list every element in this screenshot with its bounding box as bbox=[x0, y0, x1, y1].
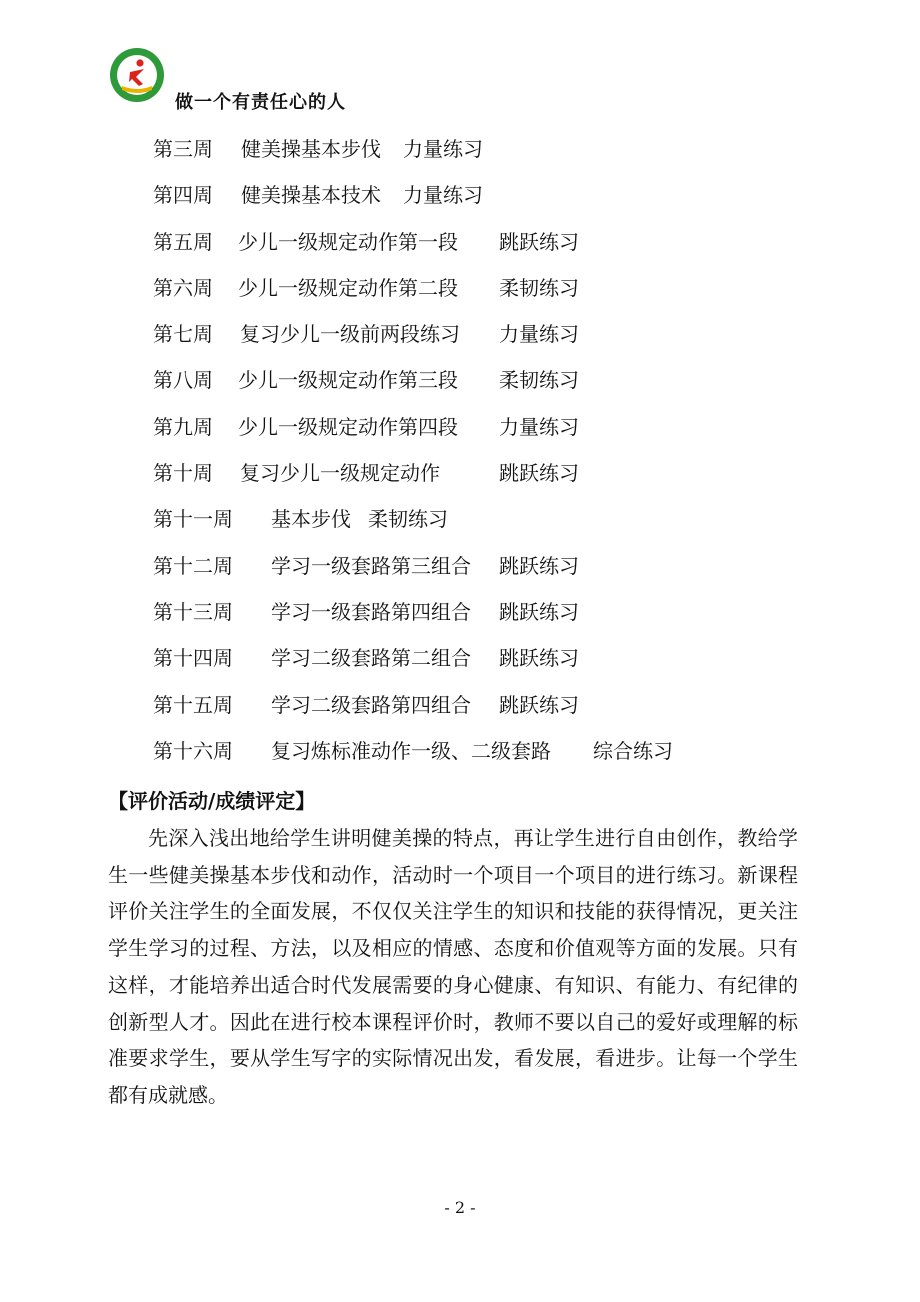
schedule-content: 少儿一级规定动作第三段 bbox=[238, 368, 458, 393]
schedule-week: 第六周 bbox=[153, 275, 213, 300]
schedule-practice: 力量练习 bbox=[403, 183, 483, 208]
schedule-practice: 综合练习 bbox=[593, 738, 673, 763]
schedule-week: 第十二周 bbox=[153, 553, 233, 578]
schedule-content: 学习二级套路第四组合 bbox=[271, 692, 471, 717]
schedule-week: 第七周 bbox=[153, 322, 213, 347]
schedule-week: 第九周 bbox=[153, 414, 213, 439]
schedule-practice: 柔韧练习 bbox=[499, 368, 579, 393]
schedule-content: 少儿一级规定动作第四段 bbox=[238, 414, 458, 439]
schedule-practice: 力量练习 bbox=[499, 414, 579, 439]
schedule-content: 健美操基本技术 bbox=[241, 183, 381, 208]
schedule-content: 健美操基本步伐 bbox=[241, 137, 381, 161]
page-number: - 2 - bbox=[444, 1198, 476, 1217]
header-motto: 做一个有责任心的人 bbox=[175, 92, 346, 113]
schedule-week: 第十一周 bbox=[153, 507, 233, 532]
schedule-practice: 力量练习 bbox=[403, 137, 483, 161]
schedule-practice: 跳跃练习 bbox=[499, 229, 579, 254]
schedule-content: 学习一级套路第三组合 bbox=[271, 553, 471, 578]
section-heading: 【评价活动/成绩评定】 bbox=[108, 789, 316, 813]
schedule-content: 学习二级套路第二组合 bbox=[271, 646, 471, 671]
schedule-practice: 跳跃练习 bbox=[499, 553, 579, 578]
schedule-week: 第三周 bbox=[153, 137, 213, 161]
schedule-practice: 跳跃练习 bbox=[499, 599, 579, 624]
schedule-week: 第八周 bbox=[153, 368, 213, 393]
schedule-practice: 跳跃练习 bbox=[499, 646, 579, 671]
schedule-practice: 跳跃练习 bbox=[499, 461, 579, 486]
schedule-week: 第五周 bbox=[153, 229, 213, 254]
schedule-practice: 跳跃练习 bbox=[499, 692, 579, 717]
schedule-content: 复习炼标准动作一级、二级套路 bbox=[271, 738, 551, 763]
schedule-week: 第四周 bbox=[153, 183, 213, 208]
evaluation-paragraph: 先深入浅出地给学生讲明健美操的特点，再让学生进行自由创作，教给学生一些健美操基本步伐和动作，活动时一个项目一个项目的进行练习。新课程评价关注学生的全面发展，不仅仅关注学生的知识和技能的获得情况，更关注学生学习的过程、方法，以及相应的情感、态度和价值观等方面的发展。只有这样，才能培养出适合时代发展需要的身心健康、有知识、有能力、有纪律的创新型人才。因此在进行校本课程评价时，教师不要以自己的爱好或理解的标准要求学生，要从学生写字的实际情况出发，看发展，看进步。让每一个学生都有成就感。 bbox=[108, 826, 798, 1107]
schedule-practice: 力量练习 bbox=[499, 322, 579, 347]
schedule-week: 第十六周 bbox=[153, 738, 233, 763]
schedule-content: 少儿一级规定动作第二段 bbox=[238, 275, 458, 300]
schedule-content: 复习少儿一级前两段练习 bbox=[240, 322, 460, 347]
schedule-content: 基本步伐 bbox=[271, 507, 351, 532]
schedule-practice: 柔韧练习 bbox=[368, 507, 448, 532]
schedule-week: 第十周 bbox=[153, 461, 213, 486]
schedule-week: 第十四周 bbox=[153, 646, 233, 671]
schedule-week: 第十五周 bbox=[153, 692, 233, 717]
schedule-content: 学习一级套路第四组合 bbox=[271, 599, 471, 624]
schedule-practice: 柔韧练习 bbox=[499, 275, 579, 300]
school-logo bbox=[108, 46, 166, 104]
schedule-content: 复习少儿一级规定动作 bbox=[240, 461, 440, 486]
schedule-week: 第十三周 bbox=[153, 599, 233, 624]
schedule-content: 少儿一级规定动作第一段 bbox=[238, 229, 458, 254]
